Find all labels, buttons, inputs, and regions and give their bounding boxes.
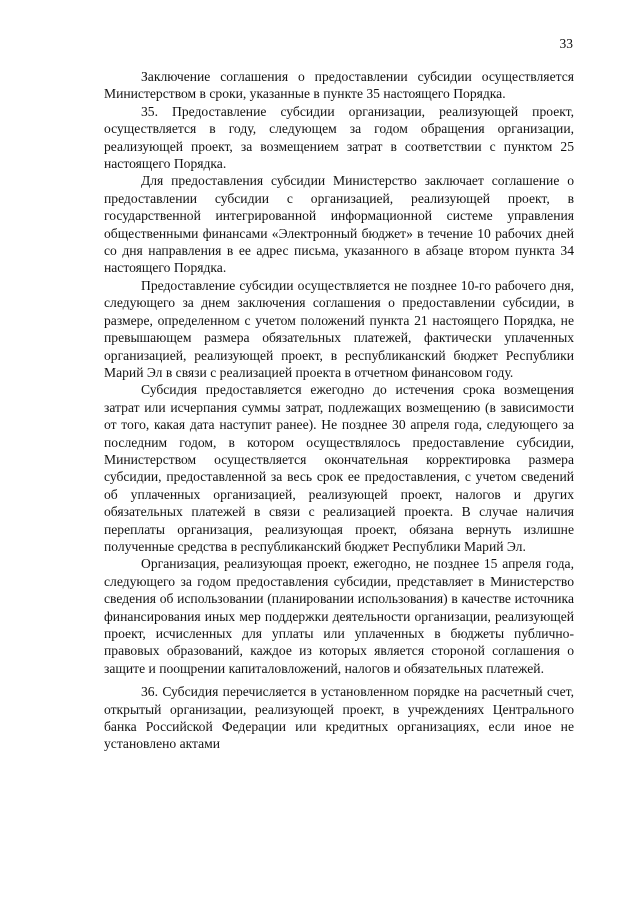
paragraph-subsidy-timing: Предоставление субсидии осуществляется не позднее 10-го рабочего дня, следующего за днем заключения соглашения о предоставлении субсидии, в размере, определенном с учетом положений пункта 21 настоящего Порядка, не превышающем размера обязательных платежей, фактически уплаченных организацией, реализующей проект, в республиканский бюджет Республики Марий Эл в связи с реализацией проекта в отчетном финансовом году.	[104, 277, 574, 380]
paragraph-organization-report: Организация, реализующая проект, ежегодно, не позднее 15 апреля года, следующего за годом предоставления субсидии, представляет в Министерство сведения об использовании (планировании использования) в качестве источника финансирования иных мер поддержки деятельности организации, реализующей проект, исчисленных для уплаты или уплаченных в бюджеты публично-правовых образований, каждое из которых является стороной соглашения о защите и поощрении капиталовложений, налогов и обязательных платежей.	[104, 556, 574, 676]
paragraph-electronic-budget: Для предоставления субсидии Министерство заключает соглашение о предоставлении субсидии с организацией, реализующей проект, в государственной интегрированной информационной системе управления общественными финансами «Электронный бюджет» в течение 10 рабочих дней со дня направления в ее адрес письма, указанного в абзаце втором пункта 34 настоящего Порядка.	[104, 173, 574, 276]
paragraph-agreement-conclusion: Заключение соглашения о предоставлении субсидии осуществляется Министерством в сроки, указанные в пункте 35 настоящего Порядка.	[104, 69, 574, 102]
paragraph-item-36: 36. Субсидия перечисляется в установленном порядке на расчетный счет, открытый организации, реализующей проект, в учреждениях Центрального банка Российской Федерации или кредитных организациях, если иное не установлено актами	[104, 684, 574, 752]
paragraph-subsidy-annual: Субсидия предоставляется ежегодно до истечения срока возмещения затрат или исчерпания суммы затрат, подлежащих возмещению (в зависимости от того, какая дата наступит ранее). Не позднее 30 апреля года, следующего за последним годом, в котором осуществлялось предоставление субсидии, Министерством осуществляется окончательная корректировка размера субсидии, предоставленной за весь срок ее предоставления, с учетом сведений об уплаченных организацией, реализующей проект, налогов и других обязательных платежей в связи с реализацией проекта. В случае наличия переплаты организация, реализующая проект, обязана вернуть излишне полученные средства в республиканский бюджет Республики Марий Эл.	[104, 382, 574, 554]
document-body	[104, 68, 574, 753]
paragraph-item-35: 35. Предоставление субсидии организации, реализующей проект, осуществляется в году, следующем за годом обращения организации, реализующей проект, за возмещением затрат в соответствии с пунктом 25 настоящего Порядка.	[104, 103, 574, 172]
page-number: 33	[559, 36, 573, 51]
